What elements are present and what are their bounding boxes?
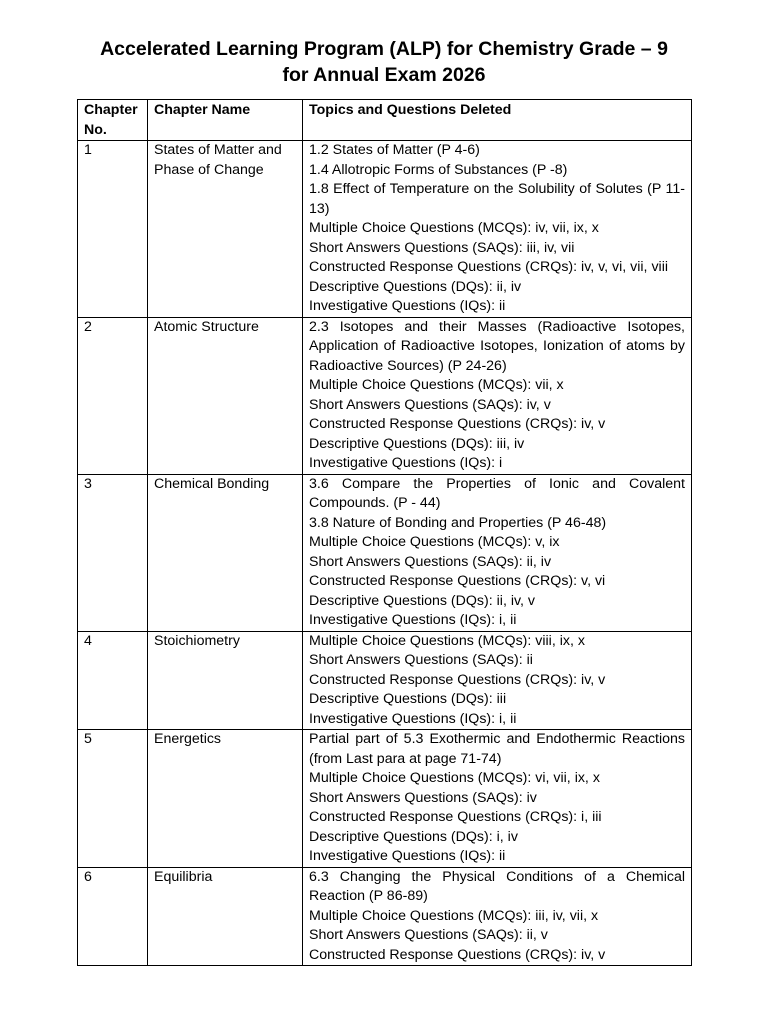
chapter-number: 4 — [78, 631, 148, 730]
topic-line: 1.2 States of Matter (P 4-6) — [309, 142, 480, 158]
topic-line: 2.3 Isotopes and their Masses (Radioactive Isotopes, Application of Radioactive Isotopes, Ionization of atoms by Radioactive Sources) (P 24-26) — [309, 318, 685, 374]
topic-line: 3.8 Nature of Bonding and Properties (P 46-48) — [309, 514, 607, 531]
topic-line: Constructed Response Questions (CRQs): iv, v — [309, 671, 606, 688]
chapter-number: 2 — [78, 317, 148, 474]
topic-line: 1.4 Allotropic Forms of Substances (P -8) — [309, 161, 568, 178]
topics-cell — [303, 474, 692, 631]
title-line-1: Accelerated Learning Program (ALP) for Chemistry Grade – 9 — [100, 38, 668, 60]
topic-line: Investigative Questions (IQs): ii — [309, 298, 506, 314]
topic-line: Descriptive Questions (DQs): iii, iv — [309, 435, 525, 452]
document-title — [60, 36, 708, 88]
topic-line: 3.6 Compare the Properties of Ionic and Covalent Compounds. (P - 44) — [309, 475, 685, 511]
topic-line: Short Answers Questions (SAQs): ii — [309, 652, 533, 668]
topic-line: Multiple Choice Questions (MCQs): viii, ix, x — [309, 632, 585, 649]
topic-line: Multiple Choice Questions (MCQs): vii, x — [309, 377, 564, 393]
topics-cell — [303, 730, 692, 868]
topics-cell — [303, 867, 692, 966]
table-row — [78, 730, 692, 868]
topic-line: Multiple Choice Questions (MCQs): vi, vii, ix, x — [309, 770, 600, 786]
topic-line: Descriptive Questions (DQs): ii, iv — [309, 278, 522, 295]
header-topics: Topics and Questions Deleted — [303, 100, 692, 141]
topic-line: Descriptive Questions (DQs): iii — [309, 691, 507, 707]
topic-line: Constructed Response Questions (CRQs): v, vi — [309, 573, 606, 589]
title-line-2: for Annual Exam 2026 — [282, 64, 486, 86]
topic-line: Descriptive Questions (DQs): i, iv — [309, 828, 518, 845]
table-row — [78, 631, 692, 730]
chapter-name: Energetics — [148, 730, 303, 868]
topic-line: Short Answers Questions (SAQs): iv — [309, 789, 537, 806]
table-row — [78, 867, 692, 966]
chapter-number: 1 — [78, 141, 148, 318]
topic-line: Investigative Questions (IQs): i, ii — [309, 612, 517, 628]
topic-line: 1.8 Effect of Temperature on the Solubility of Solutes (P 11-13) — [309, 181, 685, 217]
table-row — [78, 141, 692, 318]
topic-line: Descriptive Questions (DQs): ii, iv, v — [309, 592, 535, 609]
topic-line: Partial part of 5.3 Exothermic and Endothermic Reactions (from Last para at page 71-74) — [309, 731, 685, 767]
topic-line: Multiple Choice Questions (MCQs): iii, iv, vii, x — [309, 907, 599, 924]
topic-line: Constructed Response Questions (CRQs): iv, v — [309, 416, 606, 432]
chapter-name: Equilibria — [148, 867, 303, 966]
topics-cell — [303, 141, 692, 318]
topic-line: Investigative Questions (IQs): ii — [309, 848, 506, 864]
header-chapter-no: Chapter No. — [78, 100, 148, 141]
chapter-number: 3 — [78, 474, 148, 631]
topic-line: Constructed Response Questions (CRQs): iv, v, vi, vii, viii — [309, 259, 668, 275]
topics-cell — [303, 317, 692, 474]
chapter-number: 6 — [78, 867, 148, 966]
topic-line: Short Answers Questions (SAQs): iv, v — [309, 396, 551, 413]
topic-line: Investigative Questions (IQs): i — [309, 455, 503, 471]
chapter-name: States of Matter and Phase of Change — [148, 141, 303, 318]
deleted-topics-table — [77, 99, 692, 966]
table-row — [78, 317, 692, 474]
chapter-name: Stoichiometry — [148, 631, 303, 730]
topic-line: Investigative Questions (IQs): i, ii — [309, 710, 517, 727]
table-row — [78, 474, 692, 631]
topic-line: Short Answers Questions (SAQs): ii, iv — [309, 553, 552, 570]
topics-cell — [303, 631, 692, 730]
topic-line: Short Answers Questions (SAQs): iii, iv, vii — [309, 239, 575, 256]
chapter-name: Chemical Bonding — [148, 474, 303, 631]
topic-line: Multiple Choice Questions (MCQs): iv, vii, ix, x — [309, 220, 599, 236]
topic-line: Constructed Response Questions (CRQs): iv, v — [309, 946, 606, 963]
topic-line: Multiple Choice Questions (MCQs): v, ix — [309, 534, 560, 550]
header-chapter-name: Chapter Name — [148, 100, 303, 141]
topic-line: 6.3 Changing the Physical Conditions of a Chemical Reaction (P 86-89) — [309, 868, 685, 904]
table-header-row — [78, 100, 692, 141]
chapter-number: 5 — [78, 730, 148, 868]
topic-line: Constructed Response Questions (CRQs): i, iii — [309, 809, 602, 825]
topic-line: Short Answers Questions (SAQs): ii, v — [309, 927, 548, 943]
chapter-name: Atomic Structure — [148, 317, 303, 474]
